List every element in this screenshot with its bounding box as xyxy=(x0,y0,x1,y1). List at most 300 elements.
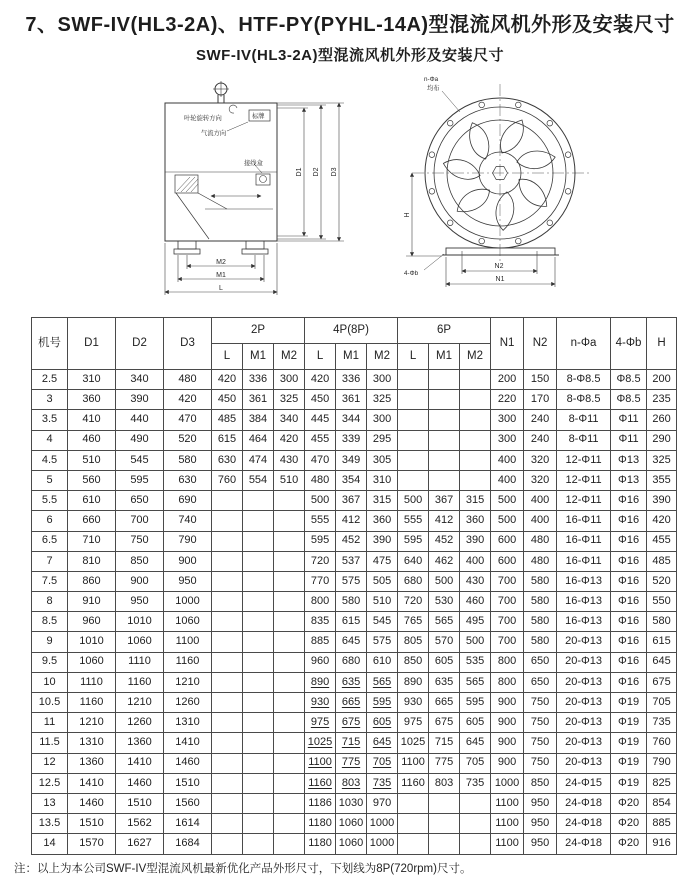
dimension-cell: Φ16 xyxy=(611,491,647,511)
dimension-cell: 750 xyxy=(524,733,557,753)
dimension-cell xyxy=(429,450,460,470)
dimension-cell: 24-Φ18 xyxy=(557,793,611,813)
footnote: 注：以上为本公司SWF-IV型混流风机最新优化产品外形尺寸，下划线为8P(720rpm)尺寸。 xyxy=(14,863,472,875)
dimension-cell xyxy=(429,370,460,390)
dimension-cell: 605 xyxy=(460,713,491,733)
dimension-cell: 490 xyxy=(116,430,164,450)
dimension-cell: Φ19 xyxy=(611,693,647,713)
table-row xyxy=(32,814,677,834)
dimension-cell: 750 xyxy=(524,693,557,713)
dimension-cell xyxy=(398,470,429,490)
dimension-cell xyxy=(243,672,274,692)
dimension-cell: 950 xyxy=(524,793,557,813)
dimension-cell xyxy=(274,612,305,632)
dimension-cell: 8-Φ8.5 xyxy=(557,370,611,390)
dimension-cell: 555 xyxy=(398,511,429,531)
dimension-cell: 645 xyxy=(647,652,677,672)
dimension-cell: 735 xyxy=(460,773,491,793)
dimension-cell: 349 xyxy=(336,450,367,470)
dimension-cell xyxy=(274,773,305,793)
dimension-cell xyxy=(398,410,429,430)
dimension-cell: 1460 xyxy=(164,753,212,773)
dimension-cell: 675 xyxy=(336,713,367,733)
dimension-cell: 400 xyxy=(460,551,491,571)
dimension-cell: 315 xyxy=(367,491,398,511)
dimension-cell: 610 xyxy=(68,491,116,511)
dimension-cell: 325 xyxy=(367,390,398,410)
dimension-cell: 505 xyxy=(367,571,398,591)
dimension-cell: 1110 xyxy=(116,652,164,672)
dimension-cell: 420 xyxy=(212,370,243,390)
dimension-cell: 715 xyxy=(429,733,460,753)
dimension-cell: 390 xyxy=(116,390,164,410)
model-number-cell: 12.5 xyxy=(32,773,68,793)
table-row xyxy=(32,693,677,713)
dimension-cell: 452 xyxy=(336,531,367,551)
dimension-cell: 300 xyxy=(367,410,398,430)
evenly-distributed-label: 均布 xyxy=(427,85,440,92)
dimension-cell: 1684 xyxy=(164,834,212,854)
col-4p-m1: M1 xyxy=(336,344,367,370)
dimension-cell xyxy=(274,713,305,733)
dimension-cell: 1060 xyxy=(116,632,164,652)
dimension-cell: 580 xyxy=(524,571,557,591)
dimension-cell: 16-Φ11 xyxy=(557,551,611,571)
dimension-cell: 960 xyxy=(68,612,116,632)
dimension-cell: 850 xyxy=(524,773,557,793)
dimension-cell xyxy=(274,834,305,854)
dimension-cell: 12-Φ11 xyxy=(557,450,611,470)
dimension-cell: 805 xyxy=(398,632,429,652)
dimension-cell: 400 xyxy=(491,450,524,470)
dimension-cell: 900 xyxy=(491,733,524,753)
dimension-cell xyxy=(212,551,243,571)
dimension-cell: 750 xyxy=(524,753,557,773)
dimension-cell: 1000 xyxy=(164,592,212,612)
dimension-cell: 610 xyxy=(367,652,398,672)
dimension-cell: 950 xyxy=(524,814,557,834)
dimension-cell: 20-Φ13 xyxy=(557,652,611,672)
dimension-cell: 1560 xyxy=(164,793,212,813)
dimension-cell: 950 xyxy=(524,834,557,854)
dimension-cell: 1110 xyxy=(68,672,116,692)
foot-hole-label: 4-Φb xyxy=(404,270,419,277)
dimension-cell xyxy=(274,672,305,692)
dimension-cell: 750 xyxy=(524,713,557,733)
model-number-cell: 13.5 xyxy=(32,814,68,834)
dimension-cell: 750 xyxy=(116,531,164,551)
dimension-cell: 220 xyxy=(491,390,524,410)
table-row xyxy=(32,410,677,430)
table-row xyxy=(32,491,677,511)
dimension-cell xyxy=(243,733,274,753)
col-6p-m1: M1 xyxy=(429,344,460,370)
dim-n2: N2 xyxy=(494,263,504,270)
dimension-cell: 360 xyxy=(367,511,398,531)
dimension-cell: 650 xyxy=(524,652,557,672)
dimension-cell: 16-Φ11 xyxy=(557,511,611,531)
dimension-cell: 916 xyxy=(647,834,677,854)
dimension-cell: 803 xyxy=(336,773,367,793)
model-number-cell: 10 xyxy=(32,672,68,692)
dimension-cell: 800 xyxy=(491,652,524,672)
col-h: H xyxy=(647,318,677,370)
dimension-cell: 200 xyxy=(491,370,524,390)
dimension-cell: 615 xyxy=(647,632,677,652)
dimension-cell xyxy=(212,511,243,531)
dimension-cell: 595 xyxy=(305,531,336,551)
dimension-cell xyxy=(398,450,429,470)
dimension-cell: 600 xyxy=(491,531,524,551)
dimension-cell xyxy=(212,793,243,813)
dimension-cell: 720 xyxy=(398,592,429,612)
dimension-cell: 660 xyxy=(68,511,116,531)
dimension-cell: 1010 xyxy=(116,612,164,632)
dimension-cell: 825 xyxy=(647,773,677,793)
dimension-cell xyxy=(243,632,274,652)
dimension-cell xyxy=(243,713,274,733)
model-number-cell: 8 xyxy=(32,592,68,612)
dimension-cell: 336 xyxy=(243,370,274,390)
dimension-cell: 520 xyxy=(647,571,677,591)
dimension-cell: 1060 xyxy=(164,612,212,632)
table-row xyxy=(32,531,677,551)
dimension-cell: 400 xyxy=(524,491,557,511)
dimension-cell: 361 xyxy=(336,390,367,410)
table-row xyxy=(32,551,677,571)
dimension-cell: 310 xyxy=(68,370,116,390)
col-6p-l: L xyxy=(398,344,429,370)
dimension-cell: 452 xyxy=(429,531,460,551)
dimension-cell: 770 xyxy=(305,571,336,591)
dimension-cell: 650 xyxy=(116,491,164,511)
dimension-cell: 20-Φ13 xyxy=(557,733,611,753)
dimension-cell: Φ16 xyxy=(611,592,647,612)
dimension-cell: 960 xyxy=(305,652,336,672)
dimension-cell: 1100 xyxy=(491,793,524,813)
dimension-cell xyxy=(212,672,243,692)
dimension-cell: 680 xyxy=(398,571,429,591)
dimension-cell: 360 xyxy=(460,511,491,531)
dimension-cell xyxy=(398,370,429,390)
dimension-cell: 420 xyxy=(305,370,336,390)
table-row xyxy=(32,713,677,733)
dimension-cell xyxy=(460,814,491,834)
dimension-cell: 1410 xyxy=(68,773,116,793)
dim-d2: D2 xyxy=(313,167,320,177)
dimension-cell: 500 xyxy=(460,632,491,652)
col-d2: D2 xyxy=(116,318,164,370)
dimension-cell xyxy=(243,531,274,551)
dimension-cell: 430 xyxy=(274,450,305,470)
dimension-cell xyxy=(274,491,305,511)
dimension-cell: 565 xyxy=(367,672,398,692)
dimension-cell xyxy=(274,733,305,753)
dimension-cell: 580 xyxy=(647,612,677,632)
dimension-cell: 800 xyxy=(305,592,336,612)
dimension-cell: 595 xyxy=(398,531,429,551)
dimension-cell: 850 xyxy=(116,551,164,571)
dimension-cell: 410 xyxy=(68,410,116,430)
dimension-cell xyxy=(460,370,491,390)
dimension-cell: 355 xyxy=(647,470,677,490)
dimension-cell: 665 xyxy=(336,693,367,713)
dimension-cell: 580 xyxy=(336,592,367,612)
col-n1: N1 xyxy=(491,318,524,370)
dimension-cell xyxy=(243,753,274,773)
dimension-cell: 150 xyxy=(524,370,557,390)
dimension-cell xyxy=(398,814,429,834)
dimension-cell: 1060 xyxy=(68,652,116,672)
dimension-cell: 20-Φ13 xyxy=(557,713,611,733)
dimension-cell: 300 xyxy=(367,370,398,390)
table-row xyxy=(32,390,677,410)
table-row xyxy=(32,773,677,793)
dimension-cell: 474 xyxy=(243,450,274,470)
dimension-cell xyxy=(460,470,491,490)
dimension-cell: 339 xyxy=(336,430,367,450)
dimension-cell: 1160 xyxy=(68,693,116,713)
dimension-cell: 20-Φ13 xyxy=(557,693,611,713)
dimension-cell xyxy=(212,491,243,511)
dimension-cell: Φ8.5 xyxy=(611,370,647,390)
model-number-cell: 4 xyxy=(32,430,68,450)
mounting-foot xyxy=(178,241,196,249)
dimension-cell: 675 xyxy=(647,672,677,692)
dim-d1: D1 xyxy=(296,167,303,177)
dimension-cell xyxy=(429,793,460,813)
dimension-cell xyxy=(274,551,305,571)
dimension-cell: 700 xyxy=(491,632,524,652)
dimension-cell: 1100 xyxy=(491,834,524,854)
dimension-cell: 500 xyxy=(491,511,524,531)
col-4p-l: L xyxy=(305,344,336,370)
dimension-cell: 1180 xyxy=(305,834,336,854)
dimension-table xyxy=(31,317,677,855)
dimension-cell: 545 xyxy=(116,450,164,470)
dimension-cell: 890 xyxy=(398,672,429,692)
dimension-cell: 790 xyxy=(164,531,212,551)
dimension-cell xyxy=(274,571,305,591)
dimension-cell: 605 xyxy=(429,652,460,672)
model-number-cell: 6 xyxy=(32,511,68,531)
model-number-cell: 3.5 xyxy=(32,410,68,430)
dimension-cell: 455 xyxy=(305,430,336,450)
dimension-cell xyxy=(243,814,274,834)
group-6p: 6P xyxy=(398,318,491,344)
dimension-cell: 412 xyxy=(429,511,460,531)
dimension-cell: 720 xyxy=(305,551,336,571)
dimension-cell: 615 xyxy=(336,612,367,632)
dimension-cell: 500 xyxy=(429,571,460,591)
dimension-cell xyxy=(274,793,305,813)
dimension-cell: 390 xyxy=(460,531,491,551)
dimension-cell: 460 xyxy=(460,592,491,612)
col-model: 机号 xyxy=(32,318,68,370)
dimension-cell: 735 xyxy=(647,713,677,733)
dimension-cell: 595 xyxy=(460,693,491,713)
dimension-cell: 440 xyxy=(116,410,164,430)
dimension-cell: 885 xyxy=(647,814,677,834)
dimension-cell: 800 xyxy=(491,672,524,692)
dimension-cell: 1210 xyxy=(164,672,212,692)
dimension-cell: 1460 xyxy=(116,773,164,793)
table-row xyxy=(32,672,677,692)
dimension-cell: 650 xyxy=(524,672,557,692)
dimension-cell: 930 xyxy=(305,693,336,713)
dimension-cell: 537 xyxy=(336,551,367,571)
dimension-cell xyxy=(243,491,274,511)
dimension-cell: 485 xyxy=(212,410,243,430)
dimension-cell: 430 xyxy=(460,571,491,591)
dimension-cell: 850 xyxy=(398,652,429,672)
dimension-cell: 360 xyxy=(68,390,116,410)
dimension-cell: 1180 xyxy=(305,814,336,834)
dimension-cell: 336 xyxy=(336,370,367,390)
dimension-cell: 510 xyxy=(367,592,398,612)
dimension-cell: 367 xyxy=(429,491,460,511)
dimension-cell: 170 xyxy=(524,390,557,410)
dimension-cell: 645 xyxy=(336,632,367,652)
dimension-cell: 575 xyxy=(367,632,398,652)
dimension-cell: 390 xyxy=(647,491,677,511)
base-plate xyxy=(446,248,555,255)
dimension-cell xyxy=(243,551,274,571)
col-n-phi-a: n-Φa xyxy=(557,318,611,370)
dimension-cell: 340 xyxy=(274,410,305,430)
dimension-cell: 1360 xyxy=(116,733,164,753)
dimension-cell: 854 xyxy=(647,793,677,813)
dimension-cell: 1410 xyxy=(116,753,164,773)
dimension-cell: 1030 xyxy=(336,793,367,813)
dimension-cell: 470 xyxy=(305,450,336,470)
dimension-cell: 1100 xyxy=(164,632,212,652)
dimension-cell: 1100 xyxy=(491,814,524,834)
dimension-cell: 1000 xyxy=(491,773,524,793)
dimension-cell xyxy=(212,713,243,733)
dimension-cell: 554 xyxy=(243,470,274,490)
dimension-cell: 325 xyxy=(647,450,677,470)
dimension-cell xyxy=(274,511,305,531)
dimension-cell xyxy=(460,450,491,470)
dimension-cell: 1160 xyxy=(398,773,429,793)
dimension-cell: 565 xyxy=(429,612,460,632)
dimension-cell: 485 xyxy=(647,551,677,571)
dimension-cell xyxy=(460,410,491,430)
dimension-cell: 420 xyxy=(647,511,677,531)
dimension-cell: 790 xyxy=(647,753,677,773)
dimension-cell xyxy=(460,430,491,450)
dimension-cell: 1310 xyxy=(68,733,116,753)
dimension-cell: 900 xyxy=(164,551,212,571)
dimension-cell: 16-Φ13 xyxy=(557,571,611,591)
dimension-cell xyxy=(243,793,274,813)
dimension-cell: 1360 xyxy=(68,753,116,773)
dimension-cell: Φ16 xyxy=(611,571,647,591)
dimension-cell: 1310 xyxy=(164,713,212,733)
dimension-cell: 420 xyxy=(164,390,212,410)
dimension-cell: 340 xyxy=(116,370,164,390)
dimension-cell: 645 xyxy=(367,733,398,753)
dimension-cell xyxy=(243,652,274,672)
dimension-cell: 775 xyxy=(336,753,367,773)
model-number-cell: 4.5 xyxy=(32,450,68,470)
dimension-cell: Φ13 xyxy=(611,470,647,490)
dimension-cell: 464 xyxy=(243,430,274,450)
rotation-direction-label: 叶轮旋转方向 xyxy=(184,115,222,122)
dimension-cell: 20-Φ13 xyxy=(557,753,611,773)
col-d1: D1 xyxy=(68,318,116,370)
dim-d3: D3 xyxy=(331,167,338,177)
dimension-cell: 16-Φ11 xyxy=(557,531,611,551)
dimension-cell: 1614 xyxy=(164,814,212,834)
dimension-cell: 300 xyxy=(491,410,524,430)
dimension-cell: 1562 xyxy=(116,814,164,834)
model-number-cell: 10.5 xyxy=(32,693,68,713)
dimension-cell: 320 xyxy=(524,450,557,470)
dimension-cell: 235 xyxy=(647,390,677,410)
dimension-cell: 835 xyxy=(305,612,336,632)
dim-m1: M1 xyxy=(216,272,226,279)
model-number-cell: 14 xyxy=(32,834,68,854)
dimension-cell xyxy=(243,693,274,713)
dimension-cell: 580 xyxy=(524,612,557,632)
dimension-cell: Φ20 xyxy=(611,814,647,834)
dimension-cell: 715 xyxy=(336,733,367,753)
dimension-cell: 555 xyxy=(305,511,336,531)
dimension-cell: 400 xyxy=(491,470,524,490)
dimension-cell: 630 xyxy=(164,470,212,490)
dimension-cell xyxy=(274,531,305,551)
dimension-cell xyxy=(243,612,274,632)
col-4-phi-b: 4-Φb xyxy=(611,318,647,370)
dimension-cell: 1260 xyxy=(164,693,212,713)
table-row xyxy=(32,612,677,632)
airflow-label: 气流方向 xyxy=(201,130,227,137)
dimension-cell xyxy=(429,834,460,854)
dimension-cell: 740 xyxy=(164,511,212,531)
dimension-cell: Φ16 xyxy=(611,652,647,672)
dimension-cell: 300 xyxy=(491,430,524,450)
dimension-cell: 16-Φ13 xyxy=(557,612,611,632)
dimension-cell: 240 xyxy=(524,410,557,430)
model-number-cell: 12 xyxy=(32,753,68,773)
dimension-cell xyxy=(274,652,305,672)
dimension-cell: 1186 xyxy=(305,793,336,813)
dimension-cell: 535 xyxy=(460,652,491,672)
dimension-cell: 665 xyxy=(429,693,460,713)
dimension-cell: 1025 xyxy=(398,733,429,753)
dimension-cell: 890 xyxy=(305,672,336,692)
col-n2: N2 xyxy=(524,318,557,370)
dimension-cell: 885 xyxy=(305,632,336,652)
dimension-cell xyxy=(212,693,243,713)
page-title: 7、SWF-IV(HL3-2A)、HTF-PY(PYHL-14A)型混流风机外形及安装尺寸 xyxy=(25,14,675,36)
table-body xyxy=(32,370,677,855)
dimension-cell xyxy=(398,390,429,410)
dimension-cell xyxy=(243,511,274,531)
dimension-cell: Φ8.5 xyxy=(611,390,647,410)
col-6p-m2: M2 xyxy=(460,344,491,370)
model-number-cell: 7 xyxy=(32,551,68,571)
dimension-cell: 500 xyxy=(398,491,429,511)
dimension-cell xyxy=(429,410,460,430)
dimension-cell: 462 xyxy=(429,551,460,571)
dimension-cell: 700 xyxy=(491,612,524,632)
dimension-cell: 1160 xyxy=(116,672,164,692)
page-subtitle: SWF-IV(HL3-2A)型混流风机外形及安装尺寸 xyxy=(196,47,504,64)
dimension-cell xyxy=(212,571,243,591)
